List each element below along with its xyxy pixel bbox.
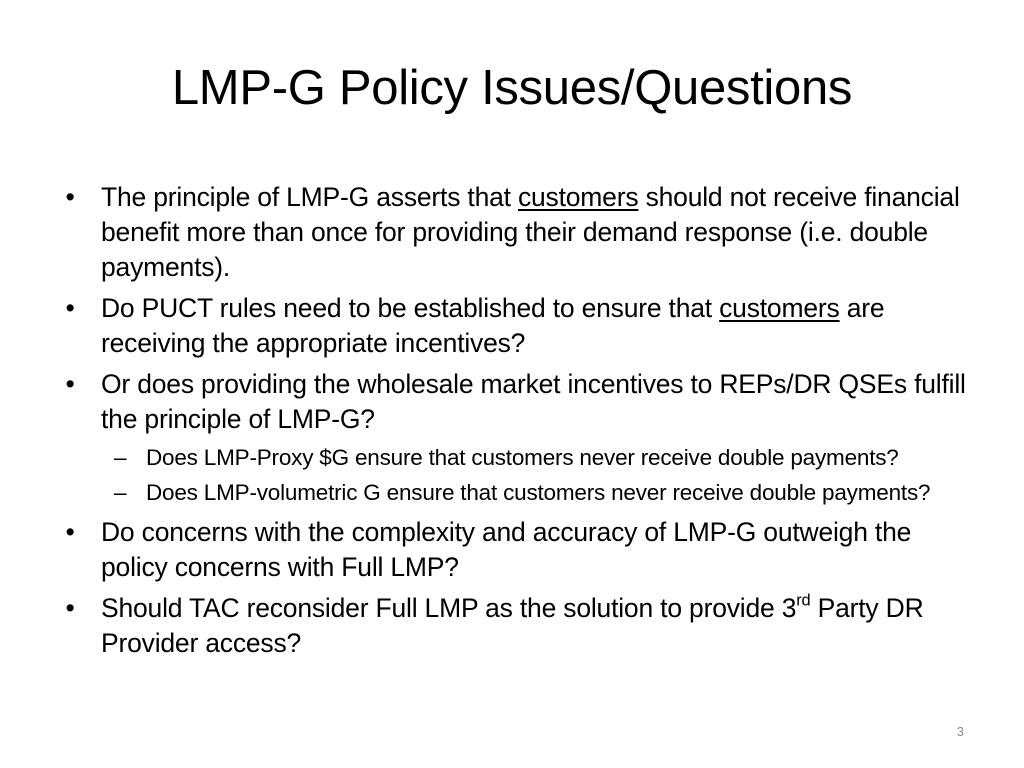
sub-bullet-text: Does LMP-Proxy $G ensure that customers never receive double payments? (146, 445, 899, 470)
bullet-text: Do PUCT rules need to be established to ensure that (101, 293, 720, 323)
bullet-marker: • (65, 182, 75, 212)
ordinal-superscript: rd (796, 591, 811, 610)
bullet-item (60, 180, 970, 285)
sub-bullet-item (60, 478, 970, 507)
bullet-item (60, 591, 970, 661)
bullet-marker: • (65, 293, 75, 323)
bullet-item (60, 367, 970, 437)
underlined-term: customers (719, 293, 840, 323)
bullet-item (60, 515, 970, 585)
underlined-term: customers (517, 182, 639, 212)
bullet-text: Should TAC reconsider Full LMP as the solution to provide 3 (101, 593, 797, 623)
sub-bullet-item (60, 443, 970, 472)
bullet-marker: • (65, 593, 75, 623)
bullet-marker: • (65, 517, 75, 547)
bullet-marker: • (65, 369, 75, 399)
bullet-item (60, 291, 970, 361)
sub-bullet-text: Does LMP-volumetric G ensure that customers never receive double payments? (146, 480, 931, 505)
bullet-text: The principle of LMP-G asserts that (101, 182, 518, 212)
sub-bullet-marker: – (114, 480, 127, 505)
sub-bullet-marker: – (114, 445, 127, 470)
slide-content (60, 180, 970, 667)
bullet-text: should not receive financial benefit more than once for providing their demand response (i.e. double payments). (101, 182, 960, 282)
bullet-text: Do concerns with the complexity and accuracy of LMP-G outweigh the policy concerns with Full LMP? (101, 517, 912, 582)
page-number: 3 (956, 724, 964, 739)
bullet-text: are receiving the appropriate incentives? (101, 293, 885, 358)
bullet-text: Or does providing the wholesale market incentives to REPs/DR QSEs fulfill the principle of LMP-G? (101, 369, 966, 434)
slide-title: LMP-G Policy Issues/Questions (171, 61, 853, 115)
bullet-text: Party DR Provider access? (101, 593, 924, 658)
